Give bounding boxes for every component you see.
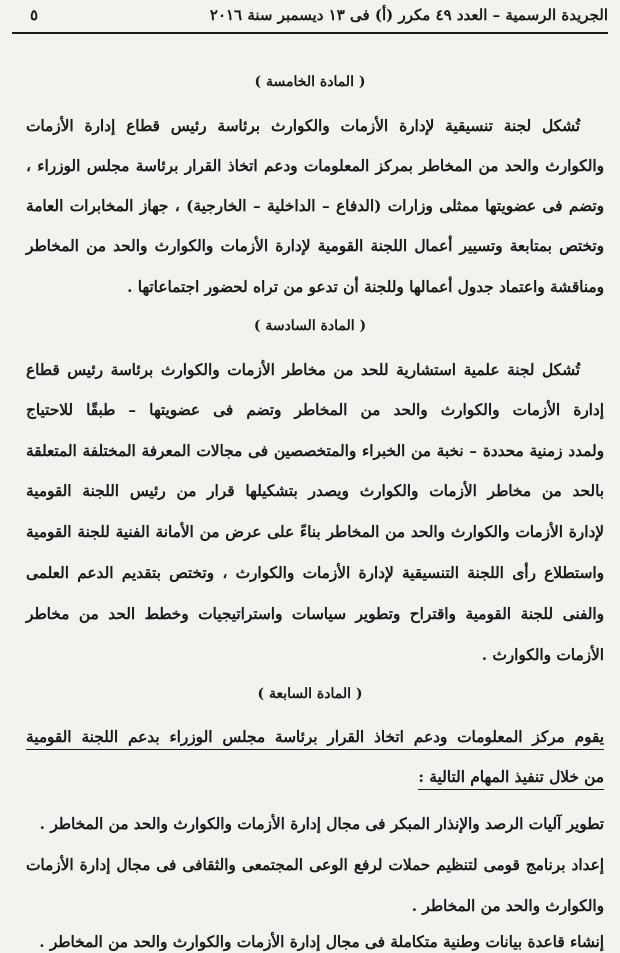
article-6-line: الأزمات والكوارث . xyxy=(481,646,604,664)
article-6-line: تُشكل لجنة علمية استشارية للحد من مخاطر الأزمات والكوارث برئاسة رئيس قطاع xyxy=(26,361,580,379)
article-7-intro-line: من خلال تنفيذ المهام التالية : xyxy=(418,767,604,790)
article-5-line: وتختص بمتابعة وتسيير أعمال اللجنة القومية لإدارة الأزمات والكوارث والحد من المخاطر xyxy=(26,237,604,255)
article-6-heading: ( المادة السادسة ) xyxy=(253,318,367,334)
article-6-line: لإدارة الأزمات والكوارث والحد من المخاطر بناءً على عرض من الأمانة الفنية للجنة القومية xyxy=(26,523,604,541)
article-7-item-line: تطوير آليات الرصد والإنذار المبكر فى مجال إدارة الأزمات والكوارث والحد من المخاطر . xyxy=(39,815,604,833)
article-5-line: وتضم فى عضويتها ممثلى وزارات (الدفاع – الداخلية – الخارجية) ، جهاز المخابرات العامة xyxy=(26,197,604,215)
article-6-line: والفنى للجنة القومية واقتراح وتطوير سياسات واستراتيجيات وخطط الحد من مخاطر xyxy=(26,605,604,623)
article-5-line: تُشكل لجنة تنسيقية لإدارة الأزمات والكوارث برئاسة رئيس قطاع إدارة الأزمات xyxy=(26,117,580,135)
article-7-item-line: والكوارث والحد من المخاطر . xyxy=(411,897,604,915)
running-title: الجريدة الرسمية – العدد ٤٩ مكرر (أ) فى ١٣ ديسمبر سنة ٢٠١٦ xyxy=(209,6,608,24)
article-5-line: والكوارث والحد من المخاطر بمركز المعلومات ودعم اتخاذ القرار برئاسة مجلس الوزراء ، xyxy=(26,157,604,175)
header-rule xyxy=(12,32,608,34)
article-7-item-line: إعداد برنامج قومى لتنظيم حملات لرفع الوعى المجتمعى والثقافى فى مجال إدارة الأزمات xyxy=(26,856,604,874)
article-7-heading: ( المادة السابعة ) xyxy=(257,686,363,702)
page-header xyxy=(30,4,608,26)
article-5-heading: ( المادة الخامسة ) xyxy=(254,74,366,90)
page-number: ٥ xyxy=(30,6,39,24)
article-7-intro-line: يقوم مركز المعلومات ودعم اتخاذ القرار برئاسة مجلس الوزراء بدعم اللجنة القومية xyxy=(26,727,604,750)
article-6-line: واستطلاع رأى اللجنة التنسيقية لإدارة الأزمات والكوارث ، وتختص بتقديم الدعم العلمى xyxy=(26,564,604,582)
article-6-line: إدارة الأزمات والكوارث والحد من المخاطر وتضم فى عضويتها – طبقًا للاحتياج xyxy=(26,401,604,419)
article-6-line: بالحد من مخاطر الأزمات والكوارث ويصدر بتشكيلها قرار من رئيس اللجنة القومية xyxy=(26,482,604,500)
article-6-line: ولمدد زمنية محددة – نخبة من الخبراء والمتخصصين فى مجالات المعرفة المختلفة المتعلقة xyxy=(26,442,604,460)
article-5-line: ومناقشة واعتماد جدول أعمالها وللجنة أن تدعو من تراه لحضور اجتماعاتها . xyxy=(127,278,604,296)
article-7-item-line: إنشاء قاعدة بيانات وطنية متكاملة فى مجال إدارة الأزمات والكوارث والحد من المخاطر . xyxy=(39,933,604,951)
